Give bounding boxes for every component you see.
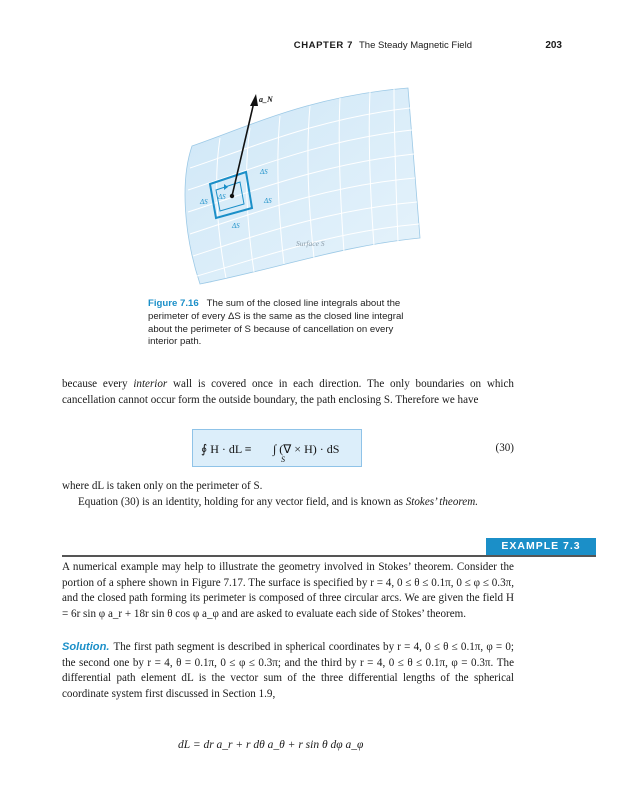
normal-base-dot xyxy=(230,194,234,198)
delta-s-label: ΔS xyxy=(218,193,226,201)
surface-illustration xyxy=(180,86,430,298)
display-equation xyxy=(178,735,378,751)
para1-end: wall is covered once in each direction. The only boundaries on which cancellation cannot occur form the outside boundary, the path enclosing S. Therefore we have xyxy=(62,378,514,406)
example-rule xyxy=(62,555,596,557)
figure-caption-label: Figure 7.16 xyxy=(148,298,199,309)
equation-rhs: ∫ (∇ × H) · dS xyxy=(273,442,340,456)
equation-lhs: ∮ H · dL ≡ xyxy=(201,442,252,456)
chapter-heading xyxy=(294,40,472,51)
surface-label: Surface S xyxy=(296,239,325,248)
delta-s-label: ΔS xyxy=(200,198,208,206)
surface-s xyxy=(185,88,420,284)
example-text: A numerical example may help to illustrate the geometry involved in Stokes’ theorem. Consider the portion of a sphere shown in Figure 7.17. The surface is specified by r = 4, 0 ≤ θ ≤ 0.1π, 0 ≤ φ ≤ 0.3π, and the closed path forming its perimeter is composed of three circular arcs. We are given the field H = 6r sin φ a_r + 18r sin θ cos φ a_φ and are asked to evaluate each side of Stokes’ theorem. xyxy=(62,561,514,620)
solution-text: The first path segment is described in spherical coordinates by r = 4, 0 ≤ θ ≤ 0.1π, φ = 0; the second one by r = 4, θ = 0.1π, 0 ≤ φ ≤ 0.3π; and the third by r = 4, 0 ≤ θ ≤ 0.1π, φ = 0.3π. The differential path element dL is the vector sum of the three differential lengths of the spherical coordinate system first discussed in Section 1.9, xyxy=(62,641,514,700)
normal-arrowhead-icon xyxy=(250,94,258,106)
figure-surface-grid xyxy=(180,86,430,298)
equation-box xyxy=(192,429,362,467)
figure-caption-text: The sum of the closed line integrals about the perimeter of every ΔS is the same as the closed line integral about the perimeter of S because of cancellation on every interior path. xyxy=(148,298,404,348)
delta-s-label: ΔS xyxy=(264,197,272,205)
equation-subscript: S xyxy=(281,455,285,464)
chapter-title: The Steady Magnetic Field xyxy=(358,40,472,51)
chapter-label: CHAPTER 7 xyxy=(293,40,353,51)
paragraph-perimeter xyxy=(62,479,514,510)
differential-length-equation: dL = dr a_r + r dθ a_θ + r sin θ dφ a_φ xyxy=(178,739,364,751)
normal-label: a_N xyxy=(259,95,273,104)
page-number: 203 xyxy=(545,40,562,51)
para1-emphasis: interior xyxy=(133,378,168,390)
example-label: EXAMPLE 7.3 xyxy=(501,540,581,552)
solution-label: Solution. xyxy=(62,641,110,653)
delta-s-label: ΔS xyxy=(260,168,268,176)
running-header xyxy=(62,40,562,54)
equation-number: (30) xyxy=(495,442,514,454)
stokes-equation xyxy=(193,430,361,466)
para2-text: where dL is taken only on the perimeter of S. xyxy=(62,480,263,492)
figure-caption xyxy=(148,298,408,349)
para3-emphasis: Stokes’ theorem. xyxy=(405,495,479,508)
para1-start: because every xyxy=(62,378,134,390)
para3-start: Equation (30) is an identity, holding for any vector field, and is known as xyxy=(78,495,406,508)
example-banner xyxy=(486,538,596,555)
solution-paragraph xyxy=(62,640,514,702)
delta-s-label: ΔS xyxy=(232,222,240,230)
example-paragraph xyxy=(62,560,514,622)
paragraph-interior-walls xyxy=(62,377,514,408)
